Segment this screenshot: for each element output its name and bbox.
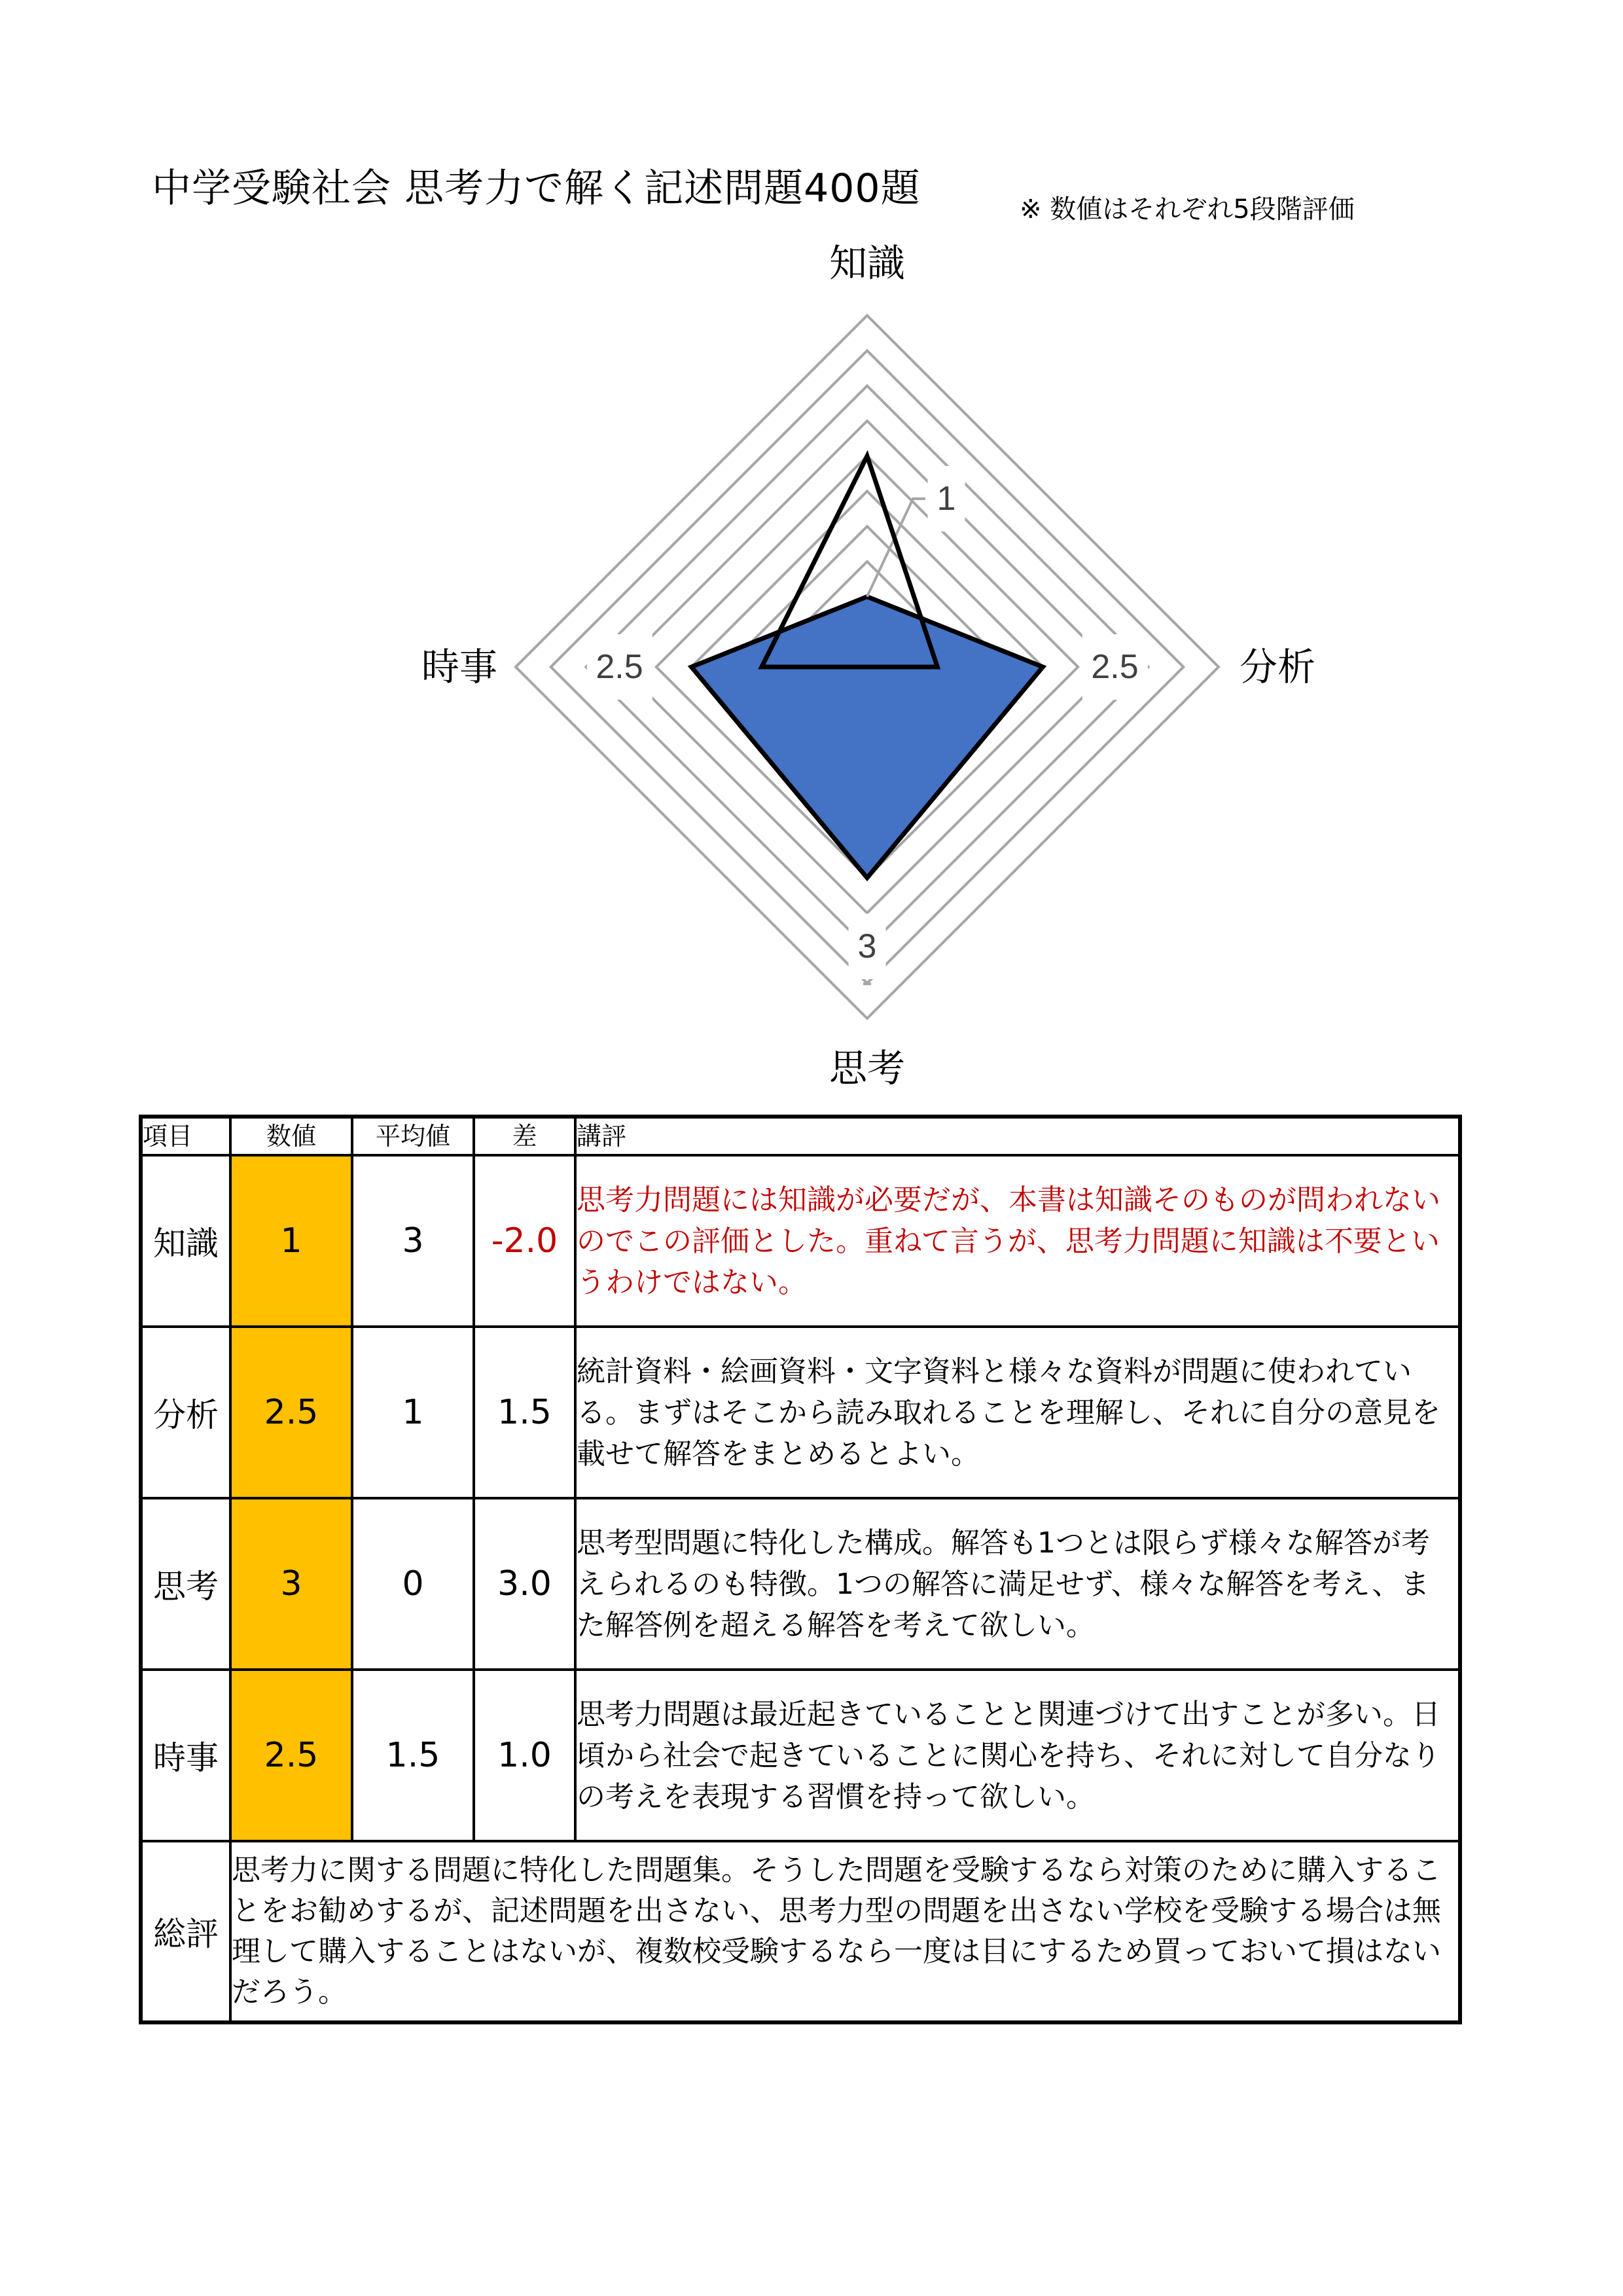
axis-label-analysis: 分析 (1239, 645, 1316, 689)
row-item: 知識 (141, 1155, 230, 1327)
table-row (141, 1327, 1460, 1498)
page-title: 中学受験社会 思考力で解く記述問題400題 (152, 166, 921, 211)
row-score: 2.5 (230, 1670, 352, 1841)
row-comment: 思考力問題は最近起きていることと関連づけて出すことが多い。日頃から社会で起きていることに関心を持ち、それに対して自分なりの考えを表現する習慣を持って欲しい。 (575, 1670, 1460, 1841)
row-comment: 統計資料・絵画資料・文字資料と様々な資料が問題に使われている。まずはそこから読み取れることを理解し、それに自分の意見を載せて解答をまとめるとよい。 (575, 1327, 1460, 1498)
row-average: 1.5 (352, 1670, 474, 1841)
value-label-thinking: 3 (849, 914, 886, 979)
header-difference: 差 (474, 1117, 575, 1155)
header-comment: 講評 (575, 1117, 1460, 1155)
row-difference: 1.0 (474, 1670, 575, 1841)
row-item: 思考 (141, 1498, 230, 1670)
header-average: 平均値 (352, 1117, 474, 1155)
review-table (139, 1115, 1462, 2024)
radar-chart (0, 0, 1623, 1113)
header-score: 数値 (230, 1117, 352, 1155)
header-item: 項目 (141, 1117, 230, 1155)
axis-label-current-affairs: 時事 (421, 645, 498, 689)
table-row (141, 1498, 1460, 1670)
row-score: 1 (230, 1155, 352, 1327)
axis-label-thinking: 思考 (829, 1046, 906, 1090)
value-label-current-affairs: 2.5 (586, 634, 652, 700)
row-score: 2.5 (230, 1327, 352, 1498)
row-average: 0 (352, 1498, 474, 1670)
row-item: 分析 (141, 1327, 230, 1498)
row-average: 3 (352, 1155, 474, 1327)
summary-label: 総評 (141, 1841, 230, 2022)
row-item: 時事 (141, 1670, 230, 1841)
value-label-analysis: 2.5 (1082, 634, 1147, 700)
row-difference: 3.0 (474, 1498, 575, 1670)
row-difference: 1.5 (474, 1327, 575, 1498)
row-score: 3 (230, 1498, 352, 1670)
summary-row (141, 1841, 1460, 2022)
summary-text: 思考力に関する問題に特化した問題集。そうした問題を受験するなら対策のために購入することをお勧めするが、記述問題を出さない、思考力型の問題を出さない学校を受験する場合は無理して購入することはないが、複数校受験するなら一度は目にするため買っておいて損はないだろう。 (230, 1841, 1460, 2022)
table-header-row (141, 1117, 1460, 1155)
radar-series-score (692, 597, 1043, 878)
table-row (141, 1155, 1460, 1327)
axis-label-knowledge: 知識 (829, 241, 906, 285)
row-comment: 思考型問題に特化した構成。解答も1つとは限らず様々な解答が考えられるのも特徴。1つの解答に満足せず、様々な解答を考え、また解答例を超える解答を考えて欲しい。 (575, 1498, 1460, 1670)
row-average: 1 (352, 1327, 474, 1498)
row-difference: -2.0 (474, 1155, 575, 1327)
row-comment: 思考力問題には知識が必要だが、本書は知識そのものが問われないのでこの評価とした。重ねて言うが、思考力問題に知識は不要というわけではない。 (575, 1155, 1460, 1327)
value-label-knowledge: 1 (928, 466, 965, 531)
table-row (141, 1670, 1460, 1841)
rating-scale-note: ※ 数値はそれぞれ5段階評価 (1020, 194, 1355, 224)
